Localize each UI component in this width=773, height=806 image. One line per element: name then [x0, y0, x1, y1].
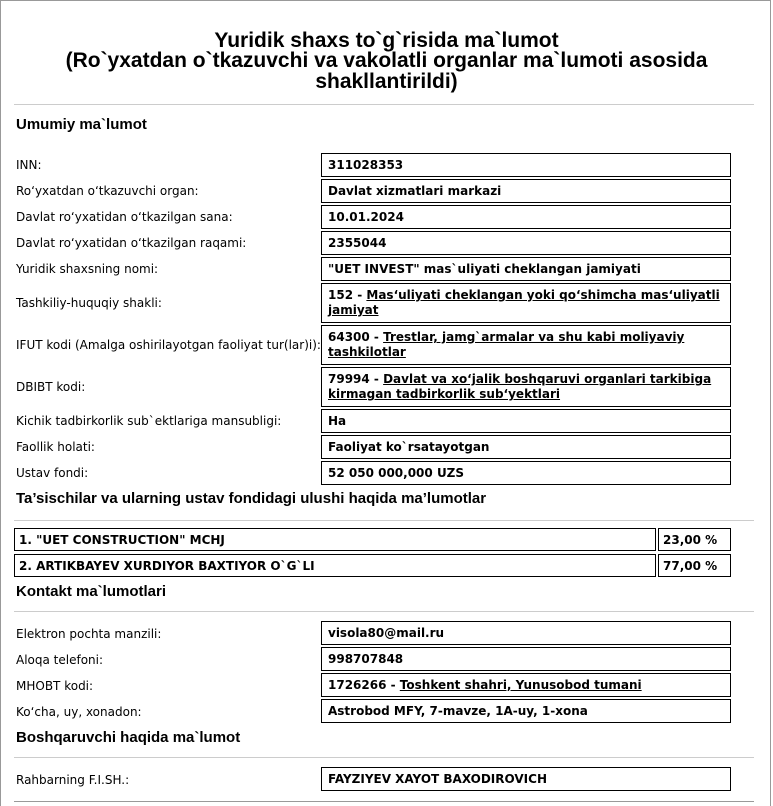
inn-value: 311028353	[321, 153, 731, 177]
mhobt-link[interactable]: Toshkent shahri, Yunusobod tumani	[399, 677, 642, 692]
email-label: Elektron pochta manzili:	[16, 627, 162, 641]
legal-form-code: 152 -	[328, 288, 367, 302]
email-value: visola80@mail.ru	[321, 621, 731, 645]
mhobt-label: MHOBT kodi:	[16, 679, 94, 693]
legal-form-value	[321, 283, 731, 323]
ifut-link[interactable]: Trestlar, jamg`armalar va shu kabi moliyaviy tashkilotlar	[328, 330, 685, 359]
registering-organ-label: Ro‘yxatdan o‘tkazuvchi organ:	[16, 184, 199, 198]
ifut-code: 64300 -	[328, 330, 384, 344]
legal-form-link[interactable]: Mas‘uliyati cheklangan yoki qo‘shimcha mas‘uliyatli jamiyat	[328, 288, 720, 317]
document-title-line2: (Ro`yxatdan o`tkazuvchi va vakolatli organlar ma`lumoti asosida	[65, 49, 708, 72]
ifut-label: IFUT kodi (Amalga oshirilayotgan faoliyat tur(lar)i):	[16, 338, 321, 352]
registration-date-value: 10.01.2024	[321, 205, 731, 229]
legal-form-label: Tashkiliy-huquqiy shakli:	[16, 296, 162, 310]
address-value: Astrobod MFY, 7-mavze, 1A-uy, 1-xona	[321, 699, 731, 723]
entity-name-value: "UET INVEST" mas`uliyati cheklangan jamiyati	[321, 257, 731, 281]
phone-label: Aloqa telefoni:	[16, 653, 104, 667]
charter-fund-label: Ustav fondi:	[16, 466, 89, 480]
document-title-line3: shakllantirildi)	[315, 70, 458, 93]
phone-value: 998707848	[321, 647, 731, 671]
dbibt-link[interactable]: Davlat va xo‘jalik boshqaruvi organlari tarkibiga kirmagan tadbirkorlik sub‘yektlari	[328, 372, 712, 401]
registering-organ-value: Davlat xizmatlari markazi	[321, 179, 731, 203]
founder-1-share: 23,00 %	[658, 528, 731, 551]
address-label: Ko‘cha, uy, xonadon:	[16, 705, 142, 719]
mhobt-code: 1726266 -	[328, 677, 400, 692]
activity-status-label: Faollik holati:	[16, 440, 95, 454]
dbibt-code: 79994 -	[328, 372, 384, 386]
founder-2-share: 77,00 %	[658, 554, 731, 577]
inn-label: INN:	[16, 158, 42, 172]
general-section-heading: Umumiy ma`lumot	[16, 116, 147, 133]
dbibt-label: DBIBT kodi:	[16, 380, 86, 394]
founders-section-heading: Ta’sischilar va ularning ustav fondidagi ulushi haqida ma’lumotlar	[16, 490, 487, 507]
contacts-section-heading: Kontakt ma`lumotlari	[16, 583, 167, 600]
divider	[14, 104, 754, 105]
manager-name-label: Rahbarning F.I.SH.:	[16, 773, 130, 787]
divider	[14, 611, 754, 612]
small-business-value: Ha	[321, 409, 731, 433]
divider	[14, 757, 754, 758]
document-title-line1: Yuridik shaxs to`g`risida ma`lumot	[214, 29, 559, 52]
divider	[14, 520, 754, 521]
ifut-value	[321, 325, 731, 365]
small-business-label: Kichik tadbirkorlik sub`ektlariga mansubligi:	[16, 414, 282, 428]
manager-section-heading: Boshqaruvchi haqida ma`lumot	[16, 729, 241, 746]
charter-fund-value: 52 050 000,000 UZS	[321, 461, 731, 485]
registration-number-value: 2355044	[321, 231, 731, 255]
manager-name-value: FAYZIYEV XAYOT BAXODIROVICH	[321, 767, 731, 791]
founder-2-name: 2. ARTIKBAYEV XURDIYOR BAXTIYOR O`G`LI	[14, 554, 656, 577]
registration-number-label: Davlat ro‘yxatidan o‘tkazilgan raqami:	[16, 236, 247, 250]
divider	[14, 801, 754, 802]
entity-name-label: Yuridik shaxsning nomi:	[16, 262, 159, 276]
activity-status-value: Faoliyat ko`rsatayotgan	[321, 435, 731, 459]
mhobt-value	[321, 673, 731, 697]
dbibt-value	[321, 367, 731, 407]
registration-date-label: Davlat ro‘yxatidan o‘tkazilgan sana:	[16, 210, 233, 224]
founder-1-name: 1. "UET CONSTRUCTION" MCHJ	[14, 528, 656, 551]
